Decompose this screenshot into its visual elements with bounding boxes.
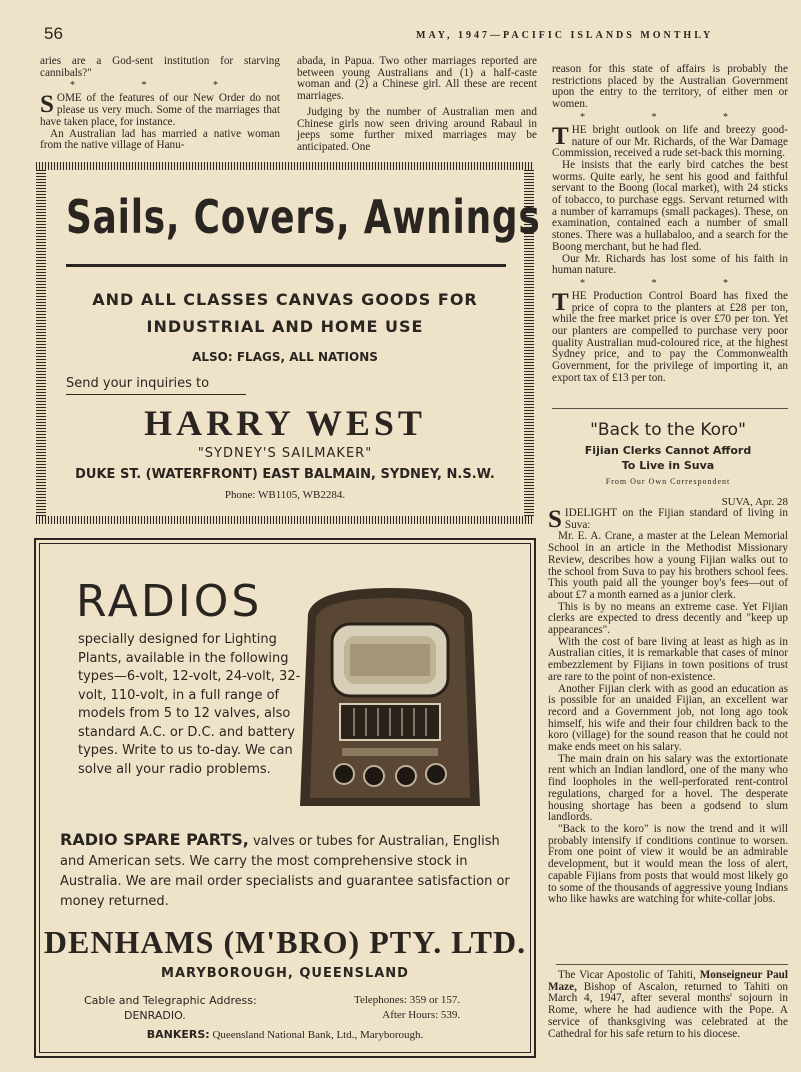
- ad-headline: Sails, Covers, Awnings: [66, 190, 541, 244]
- koro-article-body: [548, 508, 788, 906]
- ad-line-1: AND ALL CLASSES CANVAS GOODS FOR: [92, 290, 478, 309]
- vicar-text-post: Bishop of Ascalon, returned to Tahiti on March 4, 1947, after several months' sojourn in Rome, where he had audience with the Pope. A service of thanksgiving was celebrated at the Cathedral for his safe return to his diocese.: [548, 980, 788, 1040]
- ad-border-top: [36, 162, 534, 170]
- col2-paragraph-1: abada, in Papua. Two other marriages reported are between young Australians and (1) a half-caste woman and (2) a Chinese girl. All these are recent marriages.: [297, 55, 537, 103]
- sails-advertisement: [36, 162, 541, 524]
- col3-paragraph-3: He insists that the early bird catches the best worms. Quite early, he sent his good and faithful servant to the Boong (local market), with 24 sticks of tobacco, to purchase eggs. Servant returned with a number of karramups (small packages). These, on examination, contained each a number of small stones. There was a hullabaloo, and a search for the Boong merchant, but he had fled.: [552, 158, 788, 253]
- vicar-article: [548, 970, 788, 1040]
- running-head: MAY, 1947—PACIFIC ISLANDS MONTHLY: [416, 30, 714, 41]
- cable-value: DENRADIO.: [124, 1009, 186, 1022]
- ad-phone: Phone: WB1105, WB2284.: [224, 489, 346, 501]
- telephone-line-1: Telephones: 359 or 157.: [354, 994, 461, 1006]
- dropcap: T: [552, 122, 569, 150]
- koro-paragraph-7: "Back to the koro" is now the trend and it will probably intensify if conditions continue to worsen. From one point of view it would be an admirable development, but it would mean the loss of alert, capable Fijians from posts that would most likely go to some of the thousands of aggressive young Indians who like hawks are watching for white-collar jobs.: [548, 822, 788, 906]
- dropcap: S: [548, 506, 562, 533]
- ad-line-2: INDUSTRIAL AND HOME USE: [146, 317, 424, 336]
- bankers-value: Queensland National Bank, Ltd., Maryborough.: [209, 1029, 424, 1041]
- ad-bankers: [36, 1028, 534, 1041]
- ad-inquiries: Send your inquiries to: [66, 376, 210, 391]
- headline-underline: [66, 264, 506, 267]
- dropcap: T: [552, 288, 569, 316]
- ad-address: DUKE ST. (WATERFRONT) EAST BALMAIN, SYDNEY, N.S.W.: [75, 467, 495, 482]
- col3-paragraph-4: Our Mr. Richards has lost some of his faith in human nature.: [552, 252, 788, 277]
- column-2: [297, 56, 537, 154]
- ad-company-name: DENHAMS (M'BRO) PTY. LTD.: [43, 924, 527, 960]
- section-stars: * * *: [580, 277, 760, 289]
- telephone-line-2: After Hours: 539.: [382, 1009, 461, 1021]
- spare-parts-body: valves or tubes for Australian, English and American sets. We carry the most comprehensive stock in Australia. We are mail order specialists and guarantee satisfaction or money returned.: [60, 834, 510, 909]
- column-1: [40, 56, 280, 152]
- ad-location: MARYBOROUGH, QUEENSLAND: [161, 966, 409, 981]
- article-subtitle-1: Fijian Clerks Cannot Afford: [584, 444, 752, 457]
- column-3: [552, 64, 788, 385]
- section-stars: * * *: [70, 80, 250, 92]
- col3-paragraph-1: reason for this state of affairs is probably the restrictions placed by the Australian Government upon the entry to the territory, of either men or women.: [552, 63, 788, 111]
- koro-paragraph-4: With the cost of bare living at least as high as in Australian cities, it is remarkable that cases of minor embezzlement by Fijians in town positions of trust are rare to the point of non-existence.: [548, 635, 788, 683]
- spare-parts-heading: RADIO SPARE PARTS,: [60, 830, 249, 849]
- cable-label: Cable and Telegraphic Address:: [84, 994, 257, 1007]
- koro-paragraph-2: Mr. E. A. Crane, a master at the Lelean Memorial School in an article in the Methodist Missionary Review, describes how a young Fijian walks out to the school from Suva to pay his brothers school fees. This youth paid all the younger boy's fees—out of about £7 a month earned as a junior clerk.: [548, 530, 788, 601]
- ad-telephones: [354, 993, 460, 1023]
- koro-paragraph-5: Another Fijian clerk with as good an education as is possible for an unaided Fijian, an excellent war record and a Government job, not long ago took himself, his wife and their four children back to the koro (village) for the sound reason that he could not make ends meet on his salary.: [548, 682, 788, 754]
- col1-paragraph-2: An Australian lad has married a native woman from the native village of Hanu-: [40, 127, 280, 152]
- ad-spare-parts: [60, 830, 510, 912]
- koro-paragraph-1: IDELIGHT on the Fijian standard of living in Suva:: [564, 507, 788, 531]
- ad-line-3: ALSO: FLAGS, ALL NATIONS: [192, 350, 378, 364]
- vicar-text-pre: The Vicar Apostolic of Tahiti,: [558, 969, 700, 981]
- ad-body: specially designed for Lighting Plants, available in the following types—6-volt, 12-volt, 24-volt, 32-volt, 110-volt, in a full range of models from 5 to 12 valves, also standard A.C. or D.C. and battery types. Write to us to-day. We can solve all your radio problems.: [78, 632, 301, 777]
- col3-paragraph-5: HE Production Control Board has fixed the price of copra to the planters at £28 per ton, while the free market price is over £70 per ton. Yet our planters are compelled to purchase very poor quality Australian mud-coloured rice, at the highest Sydney price, and to pay the Commonwealth Government, for the privilege of importing it, an export tax of £13 per ton.: [552, 289, 788, 384]
- ad-company-name: HARRY WEST: [144, 403, 426, 443]
- bankers-label: BANKERS:: [146, 1028, 210, 1041]
- section-stars: * * *: [580, 111, 760, 123]
- article-dateline: SUVA, Apr. 28: [721, 496, 788, 508]
- col1-top-text: aries are a God-sent institution for starving cannibals?": [40, 55, 280, 79]
- radio-advertisement: [34, 538, 536, 1058]
- ad-tagline: "SYDNEY'S SAILMAKER": [197, 446, 373, 461]
- article-subtitle-2: To Live in Suva: [621, 459, 715, 472]
- koro-paragraph-6: The main drain on his salary was the extortionate rent which an Indian landlord, one of the many who find loopholes in the well-perforated rent-control regulations, charged for a hovel. The desperate housing shortage has been a godsend to slum landlords.: [548, 752, 788, 824]
- article-byline: From Our Own Correspondent: [605, 477, 731, 486]
- ad-cable-address: [84, 993, 257, 1023]
- column-rule: [552, 408, 788, 409]
- inquiries-underline: [66, 394, 246, 395]
- col2-paragraph-2: Judging by the number of Australian men and Chinese girls now seen driving around Rabaul in jeeps some further mixed marriages may be anticipated. One: [297, 105, 537, 153]
- page-number: 56: [44, 24, 63, 43]
- dropcap: S: [40, 91, 54, 119]
- article-title: "Back to the Koro": [590, 420, 746, 440]
- column-rule: [556, 964, 788, 965]
- vicar-name: Monseigneur Paul Maze,: [548, 969, 788, 993]
- ad-headline: RADIOS: [76, 576, 263, 627]
- ad-border-bottom: [36, 516, 534, 524]
- col1-paragraph-1: OME of the features of our New Order do not please us very much. Some of the marriages that have taken place, for instance.: [40, 92, 280, 128]
- koro-paragraph-3: This is by no means an extreme case. Yet Fijian clerks are expected to dress decently and "keep up appearances".: [548, 600, 788, 637]
- ad-border-left: [36, 170, 46, 516]
- col3-paragraph-2: HE bright outlook on life and breezy good-nature of our Mr. Richards, of the War Damage Commission, received a rude set-back this morning.: [552, 123, 788, 160]
- radio-set-illustration: [294, 584, 486, 814]
